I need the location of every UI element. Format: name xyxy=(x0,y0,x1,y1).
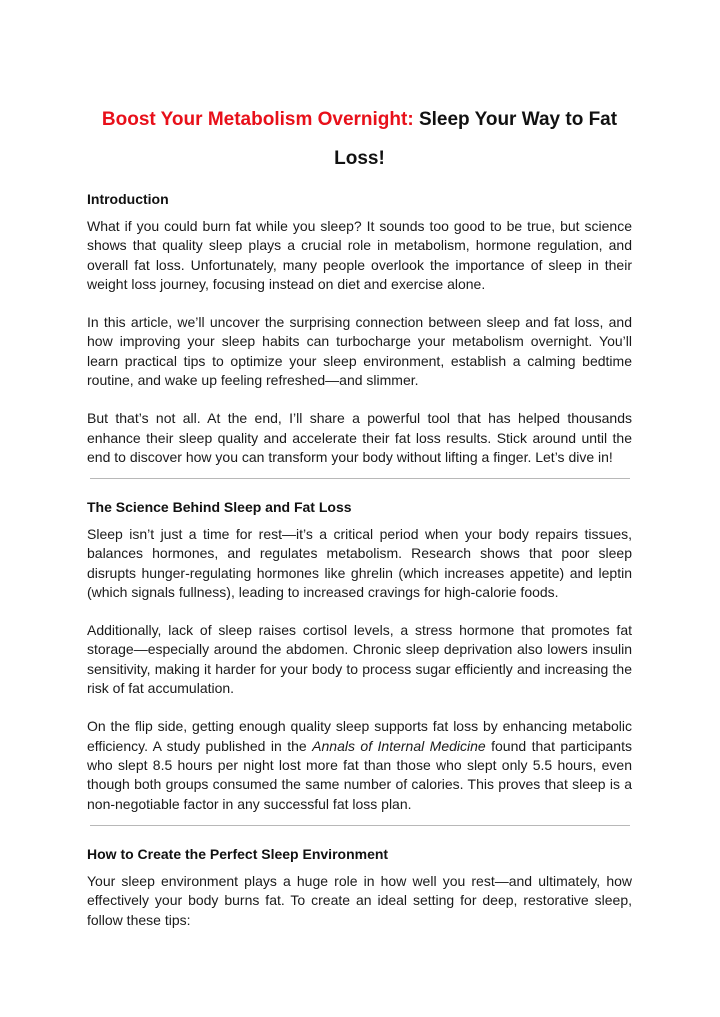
section-introduction xyxy=(87,190,632,467)
paragraph: In this article, we’ll uncover the surprising connection between sleep and fat loss, and how improving your sleep habits can turbocharge your metabolism overnight. You’ll learn practical tips to optimize your sleep environment, establish a calming bedtime routine, and wake up feeling refreshed—and slimmer. xyxy=(87,314,632,389)
paragraph: But that’s not all. At the end, I’ll share a powerful tool that has helped thousands enhance their sleep quality and accelerate their fat loss results. Stick around until the end to discover how you can transform your body without lifting a finger. Let’s dive in! xyxy=(87,410,632,465)
study-text-after: found that participants who slept 8.5 hours per night lost more fat than those who slept only 5.5 hours, even though both groups consumed the same number of calories. This proves that sleep is a non-negotiable factor in any successful fat loss plan. xyxy=(87,737,632,812)
section-sleep-environment xyxy=(87,845,632,930)
paragraph: What if you could burn fat while you sleep? It sounds too good to be true, but science shows that quality sleep plays a crucial role in metabolism, hormone regulation, and overall fat loss. Unfortunately, many people overlook the importance of sleep in their weight loss journey, focusing instead on diet and exercise alone. xyxy=(87,218,632,292)
section-divider xyxy=(90,478,630,479)
study-text-before: On the flip side, getting enough quality sleep supports fat loss by enhancing metabolic efficiency. A study published in the xyxy=(87,718,632,754)
section-divider xyxy=(90,825,630,826)
article-title xyxy=(87,100,632,178)
section-heading: The Science Behind Sleep and Fat Loss xyxy=(87,499,352,515)
paragraph: Your sleep environment plays a huge role in how well you rest—and ultimately, how effectively your body burns fat. To create an ideal setting for deep, restorative sleep, follow these tips: xyxy=(87,873,632,928)
paragraph: Additionally, lack of sleep raises cortisol levels, a stress hormone that promotes fat storage—especially around the abdomen. Chronic sleep deprivation also lowers insulin sensitivity, making it harder for your body to process sugar efficiently and increasing the risk of fat accumulation. xyxy=(87,622,632,697)
section-science xyxy=(87,498,632,814)
title-rest: Sleep Your Way to Fat Loss! xyxy=(334,109,618,169)
section-heading: Introduction xyxy=(87,191,169,207)
journal-name: Annals of Internal Medicine xyxy=(312,737,486,754)
section-heading: How to Create the Perfect Sleep Environment xyxy=(87,846,389,862)
title-highlight: Boost Your Metabolism Overnight: xyxy=(101,109,414,130)
study-paragraph xyxy=(87,717,632,813)
paragraph: Sleep isn’t just a time for rest—it’s a critical period when your body repairs tissues, balances hormones, and regulates metabolism. Research shows that poor sleep disrupts hunger-regulating hormones like ghrelin (which increases appetite) and leptin (which signals fullness), leading to increased cravings for high-calorie foods. xyxy=(87,526,632,600)
